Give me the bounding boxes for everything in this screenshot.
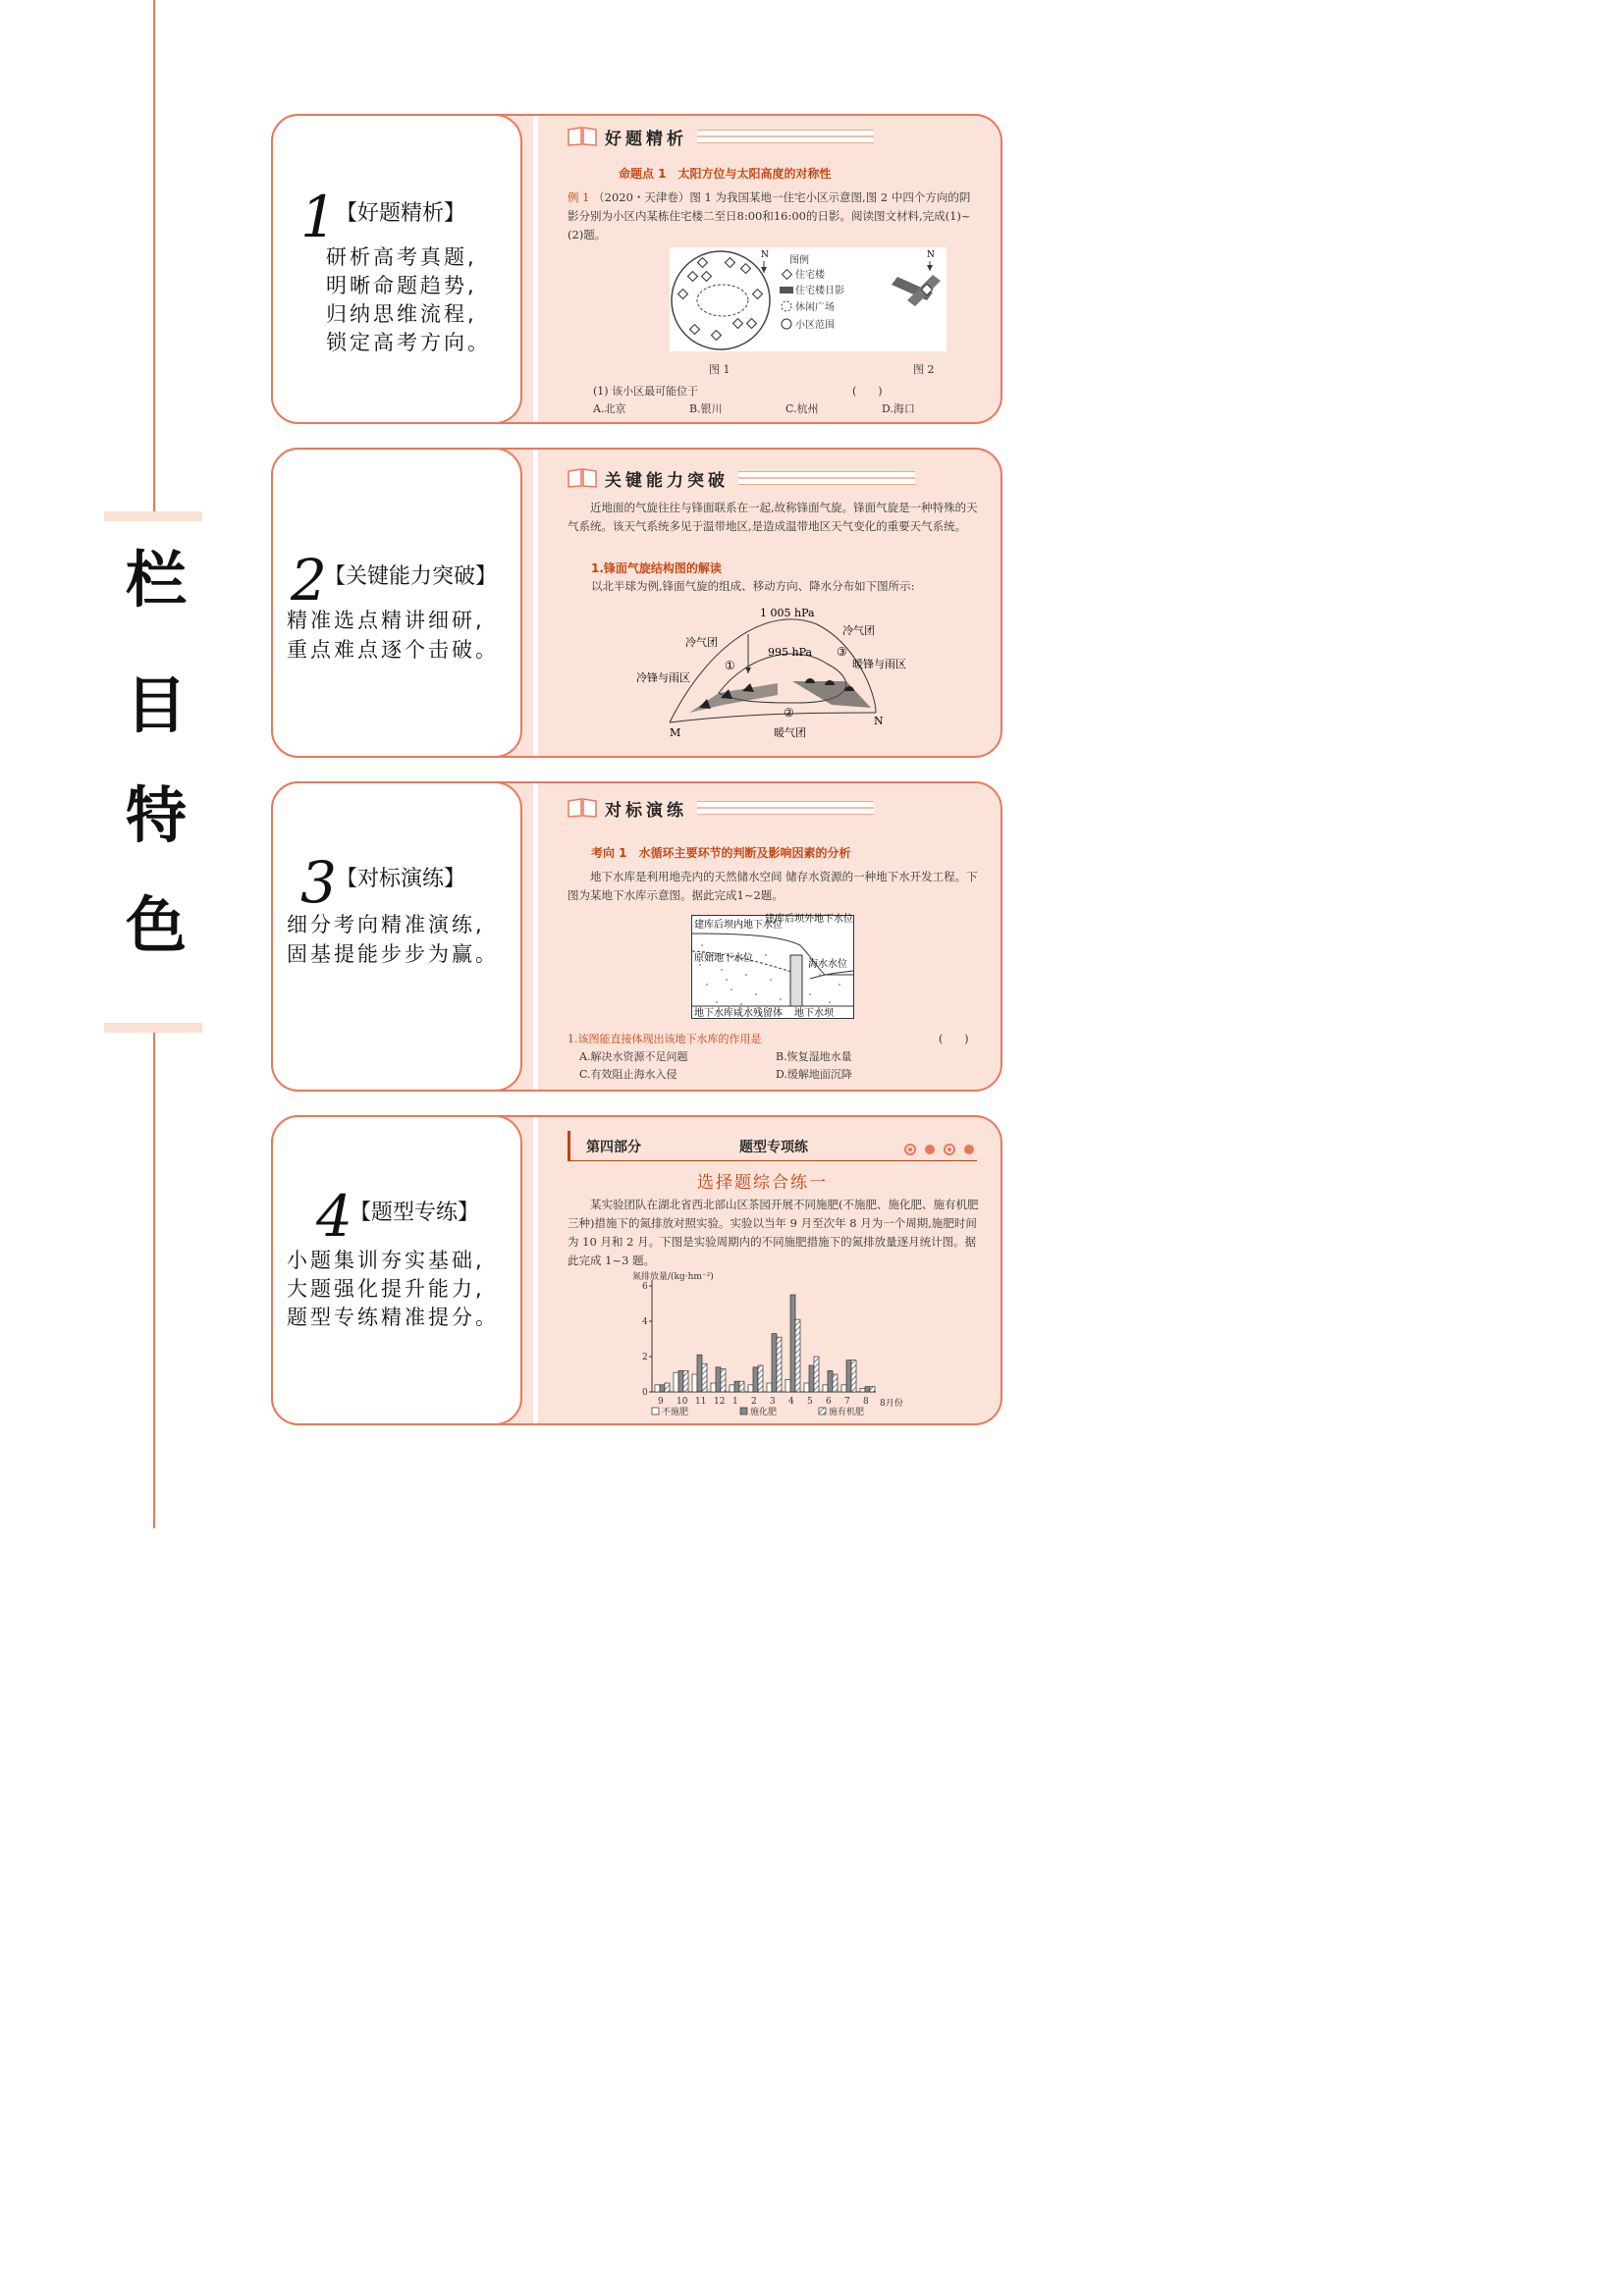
bar-不施肥 bbox=[804, 1383, 809, 1392]
diagram-label: 地下水坝 bbox=[794, 1008, 834, 1019]
option: C.杭州 bbox=[785, 402, 819, 415]
section-header bbox=[568, 797, 874, 819]
bar-施有机肥 bbox=[683, 1370, 688, 1392]
bar-不施肥 bbox=[692, 1374, 697, 1392]
side-title-char: 目 bbox=[126, 669, 188, 741]
chart-xunit: 8月份 bbox=[880, 1399, 903, 1409]
reservoir-diagram bbox=[691, 915, 854, 1019]
part-header bbox=[568, 1131, 977, 1161]
card-number: 2 bbox=[291, 547, 327, 614]
part-label: 第四部分 bbox=[586, 1140, 641, 1155]
front-label: 冷锋与雨区 bbox=[636, 671, 690, 684]
exercise-heading: 选择题综合练一 bbox=[697, 1173, 828, 1193]
bar-施有机肥 bbox=[814, 1357, 819, 1392]
legend-label: 施有机肥 bbox=[829, 1408, 865, 1417]
legend-item: 住宅楼 bbox=[795, 270, 825, 281]
card-number: 3 bbox=[300, 849, 337, 916]
answer-paren: ( ) bbox=[852, 385, 883, 398]
card-desc-line: 小题集训夯实基础, bbox=[287, 1249, 485, 1272]
book-icon bbox=[568, 127, 597, 146]
card-left-panel bbox=[271, 114, 522, 424]
x-tick-label: 1 bbox=[732, 1397, 738, 1407]
x-tick-label: 6 bbox=[826, 1397, 832, 1407]
body-text: 地下水库是利用地壳内的天然储水空间 储存水资源的一种地下水开发工程。下图为某地下水库示意图。据此完成1~2题。 bbox=[568, 870, 978, 902]
bar-施化肥 bbox=[660, 1385, 665, 1392]
legend-label: 施化肥 bbox=[750, 1408, 778, 1417]
card-desc-line: 明晰命题趋势, bbox=[326, 274, 477, 297]
bar-施化肥 bbox=[865, 1387, 870, 1392]
legend-item: 休闲广场 bbox=[795, 302, 835, 313]
y-tick-label: 2 bbox=[642, 1353, 648, 1362]
bar-施有机肥 bbox=[777, 1337, 782, 1392]
y-tick-label: 0 bbox=[642, 1388, 648, 1398]
answer-paren: ( ) bbox=[939, 1033, 969, 1045]
marker-label: ① bbox=[725, 659, 735, 672]
x-tick-label: 11 bbox=[695, 1397, 707, 1407]
front-label: 暖锋与雨区 bbox=[852, 658, 906, 670]
section-title: 对标演练 bbox=[605, 800, 687, 821]
example-label: 例 1 bbox=[568, 190, 590, 204]
card-desc-line: 重点难点逐个击破。 bbox=[287, 638, 499, 662]
bar-施化肥 bbox=[790, 1295, 795, 1392]
section-header bbox=[568, 126, 874, 147]
bar-施有机肥 bbox=[702, 1363, 707, 1392]
book-icon bbox=[568, 468, 597, 488]
bar-施有机肥 bbox=[758, 1365, 763, 1392]
bar-不施肥 bbox=[823, 1385, 828, 1392]
section-header bbox=[568, 467, 915, 489]
section-title-bar bbox=[697, 801, 874, 815]
diagram-label: 地下水库咸水残留体 bbox=[694, 1008, 783, 1019]
option: B.银川 bbox=[689, 402, 723, 415]
feature-card-1 bbox=[271, 114, 1002, 424]
body-text: 某实验团队在湖北省西北部山区茶园开展不同施肥(不施肥、施化肥、施有机肥三种)措施下的氮排放对照实验。实验以当年 9 月至次年 8 月为一个周期,施肥时间为 10 月和 2 月。下图是实验周期内的不同施肥措施下的氮排放量逐月统计图。据此完成 1~3 题。 bbox=[568, 1198, 979, 1267]
diagram-label: 建库后坝外地下水位 bbox=[765, 914, 853, 925]
x-tick-label: 2 bbox=[751, 1397, 757, 1407]
card-separator bbox=[533, 783, 538, 1090]
bar-施有机肥 bbox=[833, 1374, 838, 1392]
x-tick-label: 12 bbox=[714, 1397, 726, 1407]
option: B.恢复湿地水量 bbox=[776, 1050, 852, 1063]
bar-施有机肥 bbox=[795, 1319, 800, 1392]
airmass-label: 暖气团 bbox=[774, 726, 806, 739]
community-diagram bbox=[670, 247, 947, 351]
timeline-line-top bbox=[153, 0, 155, 511]
bar-不施肥 bbox=[767, 1383, 772, 1392]
x-tick-label: 10 bbox=[676, 1397, 688, 1407]
bar-不施肥 bbox=[841, 1385, 846, 1392]
card-desc-line: 固基提能步步为赢。 bbox=[287, 942, 499, 966]
bar-chart bbox=[622, 1270, 907, 1419]
card-separator bbox=[533, 1117, 538, 1423]
card-desc-line: 题型专练精准提分。 bbox=[287, 1306, 499, 1329]
diagram-label: 原始地下水位 bbox=[694, 953, 753, 964]
example-text bbox=[568, 188, 980, 244]
section-title: 关键能力突破 bbox=[605, 470, 729, 491]
timeline-line-bottom bbox=[153, 1033, 155, 1528]
section-title: 好题精析 bbox=[605, 129, 687, 149]
point-label: M bbox=[670, 726, 681, 739]
subtopic: 考向 1 水循环主要环节的判断及影响因素的分析 bbox=[591, 846, 851, 860]
bar-不施肥 bbox=[711, 1383, 716, 1392]
card-desc-line: 大题强化提升能力, bbox=[287, 1277, 485, 1301]
example-body: （2020・天津卷）图 1 为我国某地一住宅小区示意图,图 2 中四个方向的阴影分别为小区内某栋住宅楼二至日8:00和16:00的日影。阅读图文材料,完成(1)~(2)题。 bbox=[568, 190, 971, 241]
bar-施化肥 bbox=[734, 1381, 739, 1392]
card-title: 【对标演练】 bbox=[336, 867, 466, 891]
bar-施化肥 bbox=[772, 1334, 777, 1392]
subtopic: 命题点 1 太阳方位与太阳高度的对称性 bbox=[619, 167, 832, 181]
feature-card-4 bbox=[271, 1115, 1002, 1425]
card-separator bbox=[533, 116, 538, 422]
book-icon bbox=[568, 798, 597, 818]
legend-swatch bbox=[652, 1408, 659, 1415]
bar-施有机肥 bbox=[870, 1387, 875, 1392]
bar-不施肥 bbox=[785, 1379, 790, 1392]
body-text: 近地面的气旋往往与锋面联系在一起,故称锋面气旋。锋面气旋是一种特殊的天气系统。该天气系统多见于温带地区,是造成温带地区天气变化的重要天气系统。 bbox=[568, 501, 978, 533]
bar-不施肥 bbox=[860, 1388, 865, 1392]
side-title-char: 特 bbox=[126, 779, 188, 851]
airmass-label: 冷气团 bbox=[842, 624, 875, 637]
card-title: 【题型专练】 bbox=[350, 1201, 480, 1225]
bar-不施肥 bbox=[748, 1385, 753, 1392]
diagram-label: 建库后坝内地下水位 bbox=[694, 920, 783, 931]
x-tick-label: 9 bbox=[658, 1397, 664, 1407]
point-label: N bbox=[874, 715, 884, 727]
x-tick-label: 3 bbox=[770, 1397, 776, 1407]
dots-decoration bbox=[904, 1141, 975, 1159]
bar-施化肥 bbox=[716, 1367, 721, 1392]
card-left-panel bbox=[271, 781, 522, 1092]
bar-不施肥 bbox=[655, 1385, 660, 1392]
card-desc-line: 归纳思维流程, bbox=[326, 302, 477, 326]
section-title-bar bbox=[738, 471, 915, 485]
feature-card-3 bbox=[271, 781, 1002, 1092]
bar-不施肥 bbox=[674, 1372, 678, 1392]
card-separator bbox=[533, 450, 538, 756]
feature-card-2 bbox=[271, 448, 1002, 758]
figure-caption: 图 1 bbox=[709, 363, 730, 376]
option: D.海口 bbox=[882, 402, 915, 415]
legend-title: 图例 bbox=[789, 255, 809, 266]
card-left-panel bbox=[271, 448, 522, 758]
airmass-label: 冷气团 bbox=[685, 636, 718, 649]
option: D.缓解地面沉降 bbox=[776, 1068, 852, 1081]
y-tick-label: 6 bbox=[642, 1282, 648, 1292]
north-label: N bbox=[927, 250, 935, 260]
card-left-panel bbox=[271, 1115, 522, 1425]
legend-label: 不施肥 bbox=[662, 1408, 689, 1417]
bar-施化肥 bbox=[846, 1361, 851, 1392]
side-title-char: 色 bbox=[126, 889, 188, 961]
card-desc-line: 细分考向精准演练, bbox=[287, 913, 485, 936]
title-bar-top bbox=[104, 511, 202, 521]
card-number: 4 bbox=[316, 1183, 352, 1250]
bar-施有机肥 bbox=[665, 1383, 670, 1392]
x-tick-label: 7 bbox=[844, 1397, 850, 1407]
pressure-label: 995 hPa bbox=[768, 646, 813, 659]
side-title-char: 栏 bbox=[126, 544, 188, 615]
bar-施化肥 bbox=[828, 1370, 833, 1392]
legend-item: 住宅楼日影 bbox=[795, 286, 844, 296]
marker-label: ③ bbox=[837, 645, 847, 659]
bar-施有机肥 bbox=[851, 1361, 856, 1392]
card-number: 1 bbox=[300, 184, 337, 250]
question-text: (1) 该小区最可能位于 bbox=[593, 385, 699, 398]
card-desc-line: 精准选点精讲细研, bbox=[287, 609, 485, 632]
legend-swatch bbox=[819, 1408, 826, 1415]
x-tick-label: 4 bbox=[788, 1397, 794, 1407]
cyclone-diagram bbox=[630, 605, 906, 742]
diagram-label: 海水水位 bbox=[808, 959, 847, 970]
bar-施化肥 bbox=[809, 1365, 814, 1392]
bar-施化肥 bbox=[678, 1370, 683, 1392]
north-label: N bbox=[761, 250, 769, 260]
bar-不施肥 bbox=[730, 1385, 734, 1392]
figure-caption: 图 2 bbox=[913, 363, 935, 376]
chart-ylabel: 氮排放量/(kg·hm⁻²) bbox=[632, 1272, 714, 1282]
bar-施有机肥 bbox=[721, 1369, 726, 1392]
body-text: 以北半球为例,锋面气旋的组成、移动方向、降水分布如下图所示: bbox=[591, 579, 915, 593]
y-tick-label: 4 bbox=[642, 1317, 648, 1327]
card-title: 【关键能力突破】 bbox=[324, 564, 498, 589]
legend-swatch bbox=[740, 1408, 747, 1415]
x-tick-label: 5 bbox=[807, 1397, 813, 1407]
title-bar-bottom bbox=[104, 1023, 202, 1033]
subtopic: 1.锋面气旋结构图的解读 bbox=[591, 561, 722, 575]
option: A.解决水资源不足问题 bbox=[579, 1050, 688, 1063]
marker-label: ② bbox=[784, 706, 794, 720]
pressure-label: 1 005 hPa bbox=[760, 607, 815, 619]
card-desc-line: 研析高考真题, bbox=[326, 245, 477, 269]
card-desc-line: 锁定高考方向。 bbox=[326, 331, 491, 354]
question-text: 1.该图能直接体现出该地下水库的作用是 bbox=[568, 1033, 762, 1045]
bar-施有机肥 bbox=[739, 1381, 744, 1392]
bar-施化肥 bbox=[697, 1355, 702, 1392]
card-title: 【好题精析】 bbox=[336, 201, 466, 226]
option: C.有效阻止海水入侵 bbox=[579, 1068, 677, 1081]
section-title-bar bbox=[697, 130, 874, 143]
option: A.北京 bbox=[593, 402, 626, 415]
legend-item: 小区范围 bbox=[795, 320, 835, 331]
part-title: 题型专项练 bbox=[739, 1140, 808, 1155]
x-tick-label: 8 bbox=[863, 1397, 869, 1407]
bar-施化肥 bbox=[753, 1367, 758, 1392]
